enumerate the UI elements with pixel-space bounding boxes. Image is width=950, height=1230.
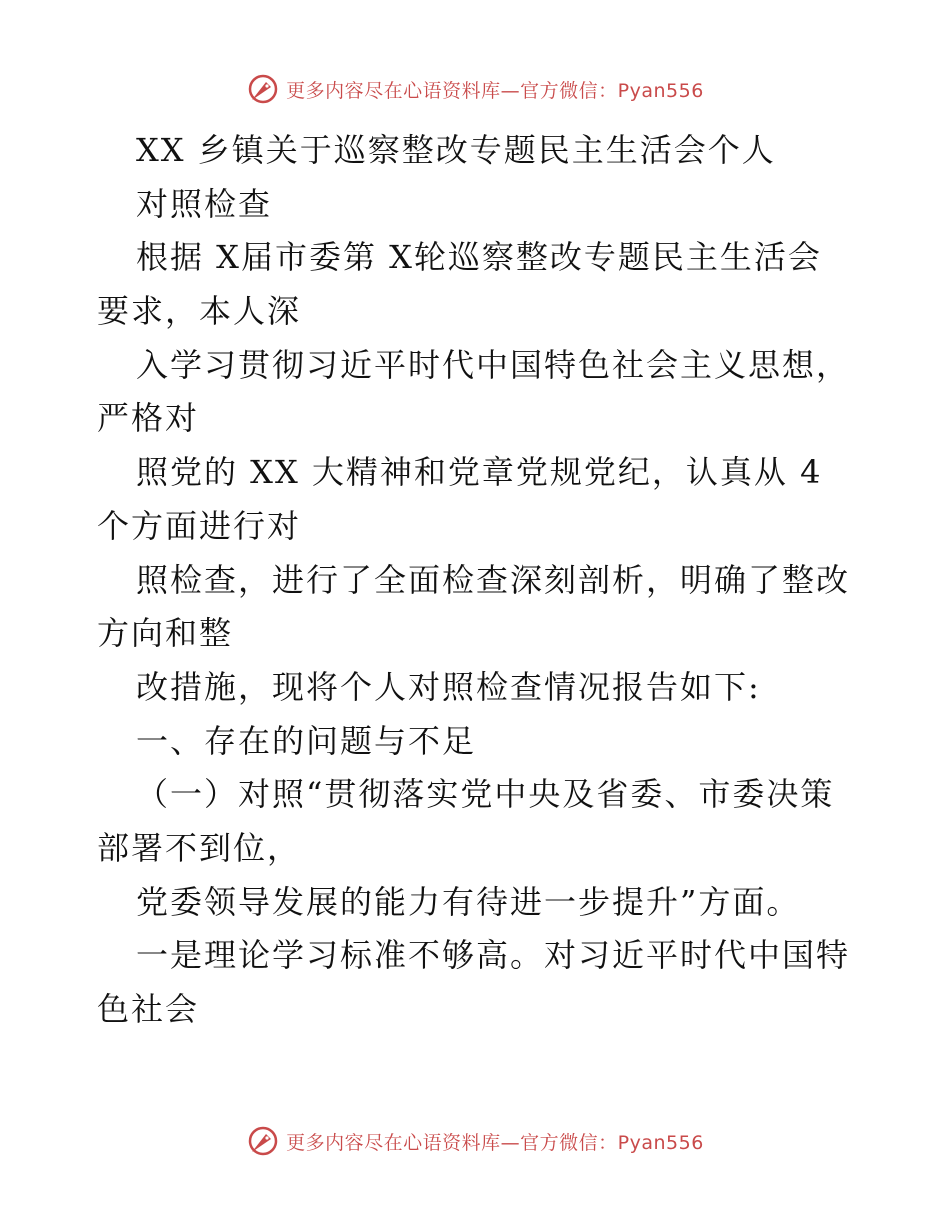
footer-watermark (0, 1124, 950, 1158)
paragraph-line: 党委领导发展的能力有待进一步提升”方面。 (136, 882, 801, 921)
paragraph-line: 照党的 XX 大精神和党章党规党纪，认真从 4 (136, 453, 823, 492)
paragraph-line: 个方面进行对 (97, 506, 302, 545)
document-title-line: XX 乡镇关于巡察整改专题民主生活会个人 (136, 131, 776, 169)
pen-nib-circle-icon (246, 72, 280, 106)
section-heading: 一、存在的问题与不足 (136, 721, 477, 760)
paragraph-line: 严格对 (97, 399, 200, 438)
paragraph-line: 照检查，进行了全面检查深刻剖析，明确了整改 (136, 560, 851, 599)
watermark-text: 更多内容尽在心语资料库—官方微信：Pyan556 (286, 79, 704, 102)
paragraph-line: 根据 X届市委第 X轮巡察整改专题民主生活会 (136, 238, 822, 277)
paragraph-line: 要求，本人深 (97, 292, 302, 331)
paragraph-line: 改措施，现将个人对照检查情况报告如下: (136, 667, 761, 706)
header-watermark (0, 72, 950, 106)
pen-nib-circle-icon (246, 1124, 280, 1158)
paragraph-line: 色社会 (97, 990, 200, 1028)
paragraph-line: 方向和整 (97, 614, 234, 653)
paragraph-line: 入学习贯彻习近平时代中国特色社会主义思想， (136, 345, 851, 384)
watermark-text: 更多内容尽在心语资料库—官方微信：Pyan556 (286, 1131, 704, 1154)
document-title-line: 对照检查 (136, 184, 273, 223)
subsection-heading-line: 部署不到位， (97, 828, 302, 867)
document-body (97, 124, 867, 1037)
paragraph-line: 一是理论学习标准不够高。对习近平时代中国特 (136, 936, 851, 975)
subsection-heading-line: （一）对照“贯彻落实党中央及省委、市委决策 (136, 775, 835, 814)
